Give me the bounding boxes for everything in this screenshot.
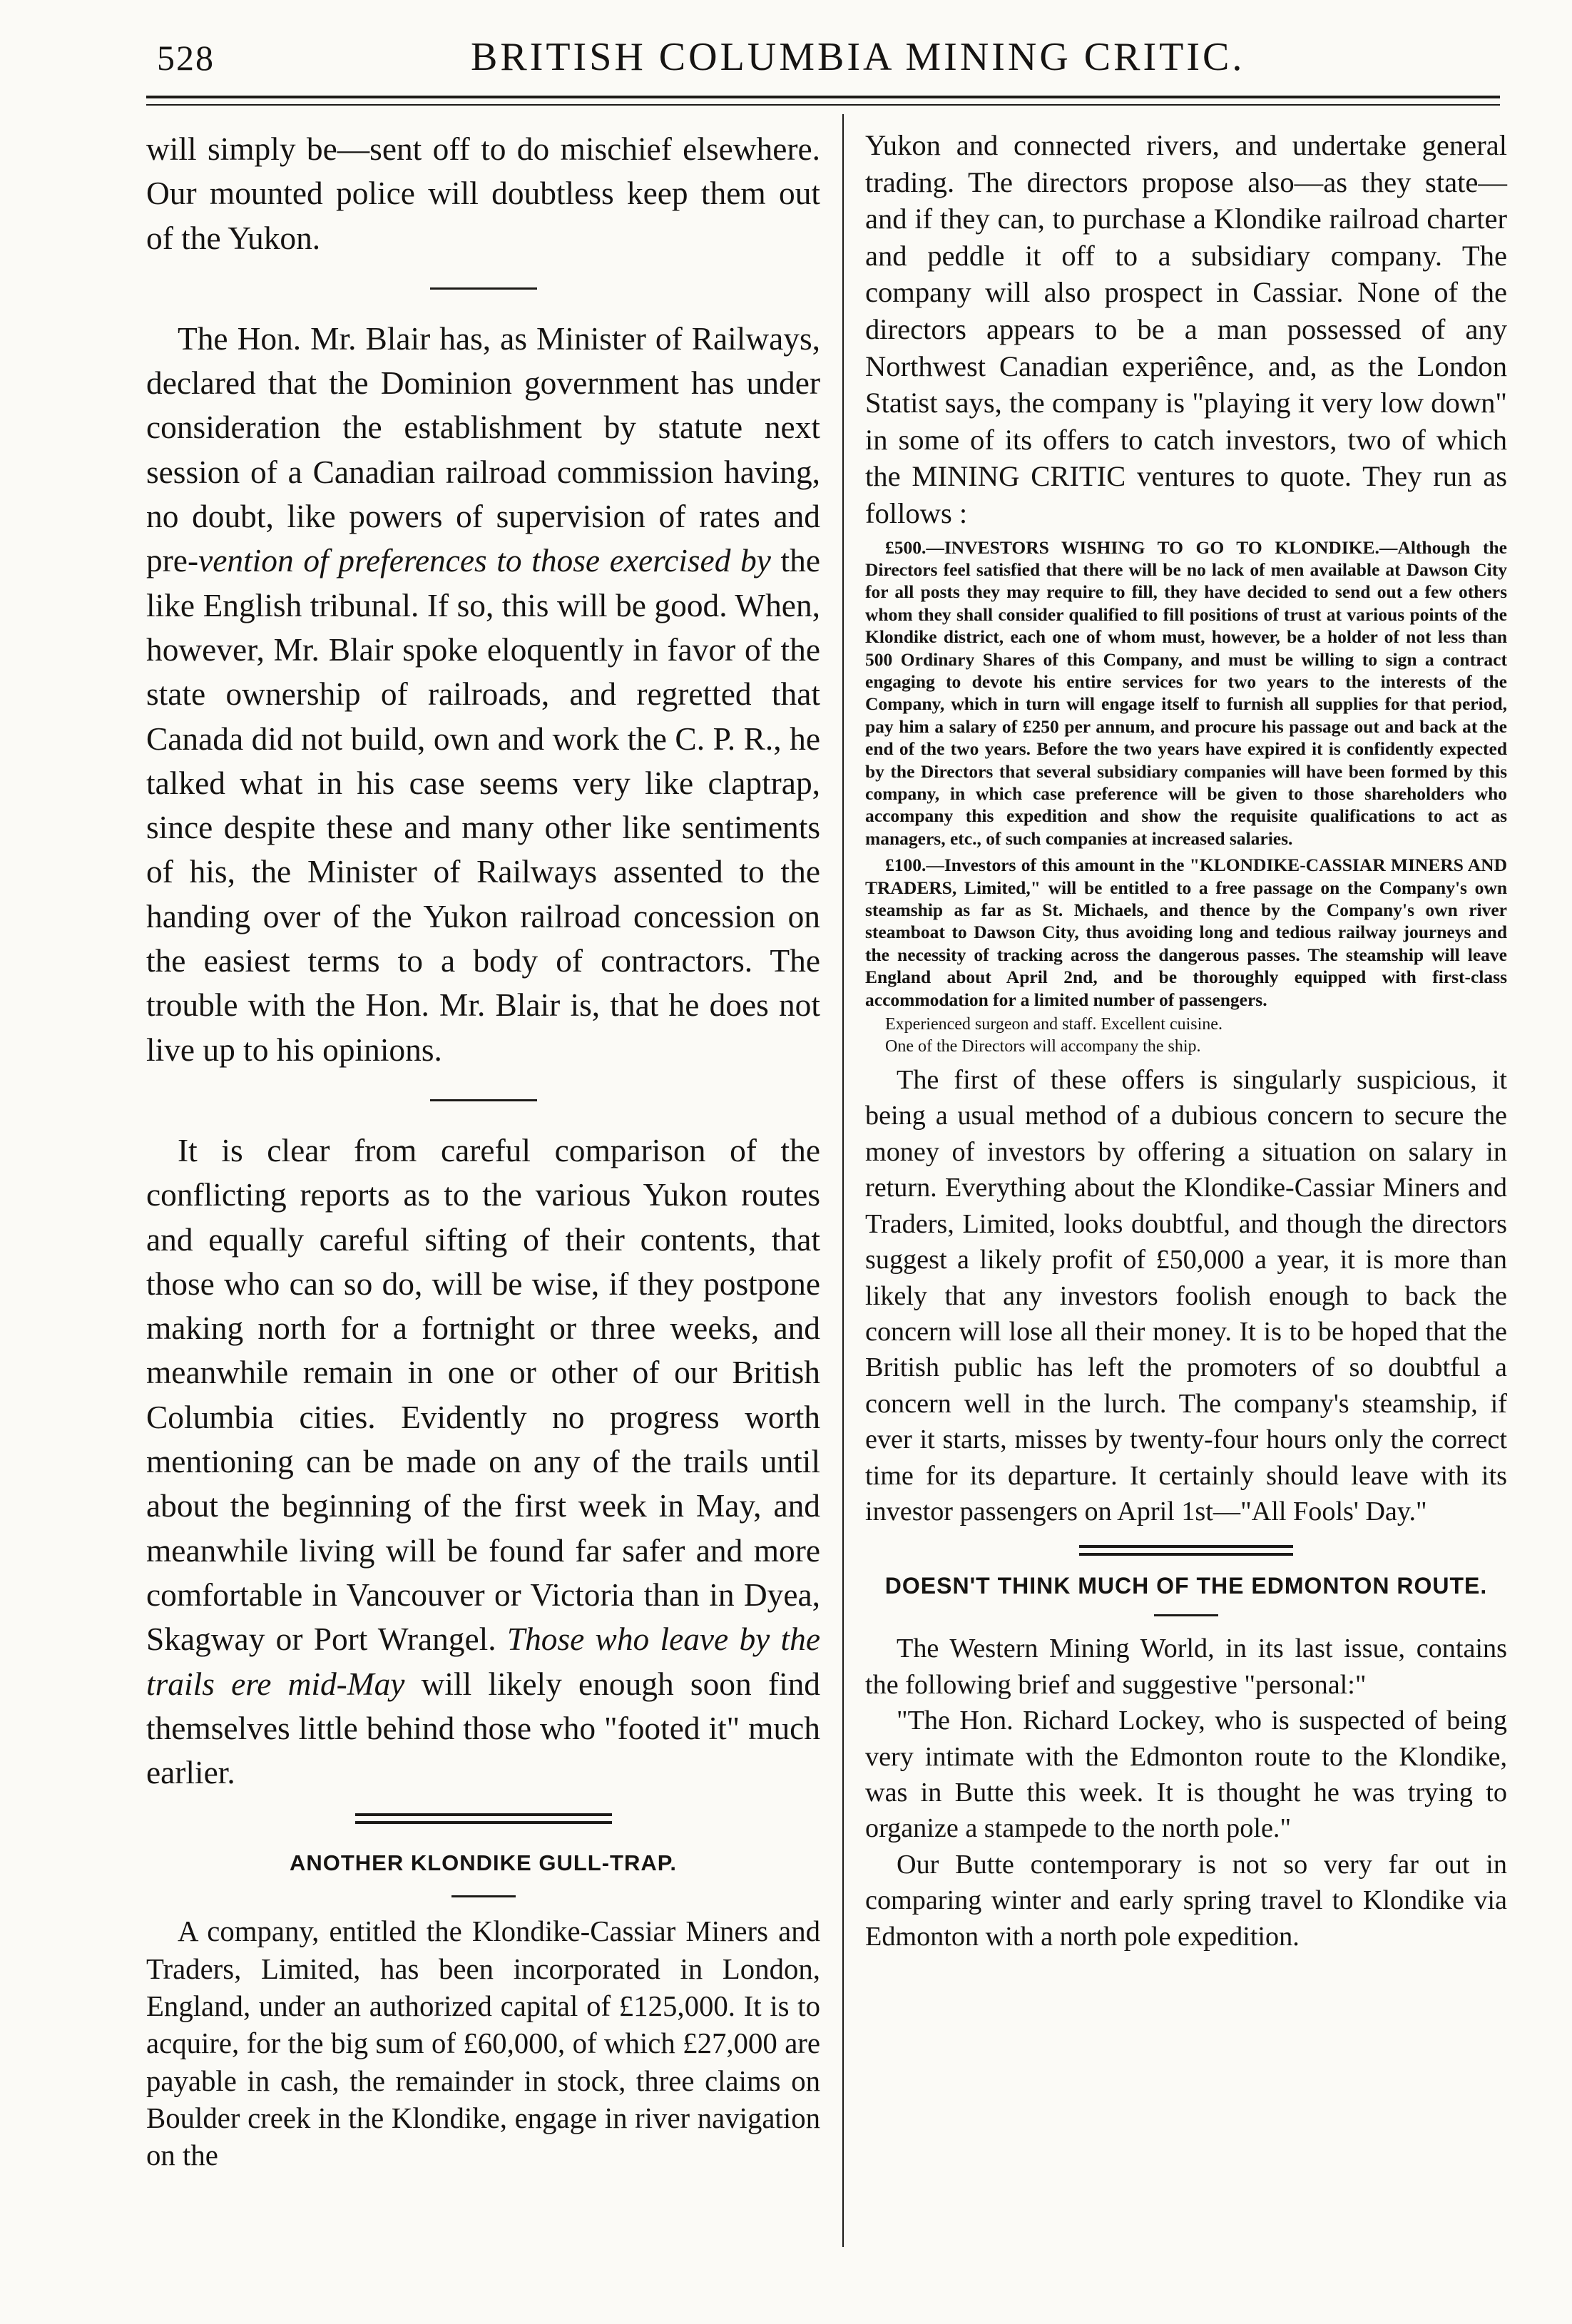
text-run: The Hon. Mr. Blair has, as Minister of Railways, declared that the Dominion government has under consideration the establishment by statute next session of a Canadian railroad commission having, no doubt, like powers of supervision of rates and pre- [146, 320, 820, 579]
text-run: will likely enough soon find themselves little behind those who "footed it" much earlier. [146, 1666, 820, 1791]
column-divider [842, 114, 844, 2247]
heading-divider [1154, 1614, 1218, 1616]
text-run: It is clear from careful comparison of the conflicting reports as to the various Yukon routes and equally careful sifting of their contents, that those who can so do, will be wise, if they postpone making north for a fortnight or three weeks, and meanwhile remain in one or other of our British Columbia cities. Evidently no progress worth mentioning can be made on any of the trails until about the beginning of the first week in May, and meanwhile living will be found far safer and more comfortable in Vancouver or Victoria than in Dyea, Skagway or Port Wrangel. [146, 1132, 820, 1658]
right-column [865, 127, 1507, 1954]
paragraph [146, 1128, 820, 1795]
journal-title: BRITISH COLUMBIA MINING CRITIC. [471, 35, 1245, 79]
paragraph: A company, entitled the Klondike-Cassiar Miners and Traders, Limited, has been incorporated in London, England, under an authorized capital of £125,000. It is to acquire, for the big sum of £60,000, of which £27,000 are payable in cash, the remainder in stock, three claims on Boulder creek in the Klondike, engage in river navigation on the [146, 1915, 820, 2172]
advertisement-note: Experienced surgeon and staff. Excellent cuisine. [885, 1015, 1223, 1034]
advertisement-offer: £100.—Investors of this amount in the "KLONDIKE-CASSIAR MINERS AND TRADERS, Limited," will be entitled to a free passage on the Company's own steamship as far as St. Michaels, and thence by the Company's own river steamboat to Dawson City, thus avoiding long and tedious railway journeys and the necessity of tracking across the dangerous passes. The steamship will leave England about April 2nd, and be thoroughly equipped with first-class accommodation for a limited number of passengers. [865, 855, 1507, 1010]
paragraph [146, 317, 820, 1072]
paragraph: The first of these offers is singularly suspicious, it being a usual method of a dubious concern to secure the money of investors by offering a situation on salary in return. Everything about the Klondike-Cassiar Miners and Traders, Limited, looks doubtful, and though the directors suggest a likely profit of £50,000 a year, it is more than likely that any investors foolish enough to back the concern will lose all their money. It is to be hoped that the British public has left the promoters of so doubtful a concern well in the lurch. The company's steamship, if ever it starts, misses by twenty-four hours only the correct time for its departure. It certainly should leave with its investor passengers on April 1st—"All Fools' Day." [865, 1065, 1507, 1527]
article-heading: ANOTHER KLONDIKE GULL-TRAP. [289, 1850, 678, 1876]
paragraph: Yukon and connected rivers, and undertake general trading. The directors propose also—as they state—and if they can, to purchase a Klondike railroad charter and peddle it off to a subsidiary company. The company will also prospect in Cassiar. None of the directors appears to be a man possessed of any Northwest Canadian experiênce, and, as the London Statist says, the company is "playing it very low down" in some of its offers to catch investors, two of which the MINING CRITIC ventures to quote. They run as follows : [865, 129, 1507, 529]
header-rule [146, 96, 1500, 98]
paragraph: will simply be—sent off to do mischief elsewhere. Our mounted police will doubtless keep them out of the Yukon. [146, 131, 820, 256]
page-number: 528 [157, 38, 215, 78]
heading-divider [451, 1895, 516, 1897]
double-rule [355, 1813, 612, 1824]
paragraph: Our Butte contemporary is not so very far out in comparing winter and early spring travel to Klondike via Edmonton with a north pole expedition. [865, 1849, 1507, 1952]
paragraph: The Western Mining World, in its last issue, contains the following brief and suggestive "personal:" [865, 1634, 1507, 1700]
section-divider [430, 287, 537, 290]
double-rule [1079, 1545, 1293, 1556]
italic-run: vention of preferences to those exercised by [198, 543, 771, 579]
italic-run: Those who leave by the trails ere mid-May [146, 1621, 820, 1702]
page-header [0, 0, 1572, 100]
header-rule-thin [146, 104, 1500, 106]
paragraph: "The Hon. Richard Lockey, who is suspected of being very intimate with the Edmonton route to the Klondike, was in Butte this week. It is thought he was trying to organize a stampede to the north pole." [865, 1706, 1507, 1844]
article-heading: DOESN'T THINK MUCH OF THE EDMONTON ROUTE. [884, 1573, 1488, 1599]
section-divider [430, 1099, 537, 1101]
text-run: the like English tribunal. If so, this will be good. When, however, Mr. Blair spoke eloquently in favor of the state ownership of railroads, and regretted that Canada did not build, own and work the C. P. R., he talked what in his case seems very like claptrap, since despite these and many other like sentiments of his, the Minister of Railways assented to the handing over of the Yukon railroad concession on the easiest terms to a body of contractors. The trouble with the Hon. Mr. Blair is, that he does not live up to his opinions. [146, 543, 820, 1068]
advertisement-offer: £500.—INVESTORS WISHING TO GO TO KLONDIKE.—Although the Directors feel satisfied that there will be no lack of men available at Dawson City for all posts they may require to fill, they have decided to send out a few others whom they shall consider qualified to fill positions of trust at various points of the Klondike district, each one of whom must, however, be a holder of not less than 500 Ordinary Shares of this Company, and must be willing to sign a contract engaging to devote his entire services for two years to the interests of the Company, which in turn will engage itself to furnish all supplies for that period, pay him a salary of £250 per annum, and procure his passage out and back at the end of the two years. Before the two years have expired it is confidently expected by the Directors that several subsidiary companies will have been formed by this company, in which case preference will be given to those shareholders who accompany this expedition and show the requisite qualifications to act as managers, etc., of such companies at increased salaries. [865, 536, 1507, 849]
advertisement-note: One of the Directors will accompany the ship. [885, 1037, 1201, 1056]
quoted-advertisement [865, 536, 1507, 1011]
left-column [146, 127, 820, 2174]
